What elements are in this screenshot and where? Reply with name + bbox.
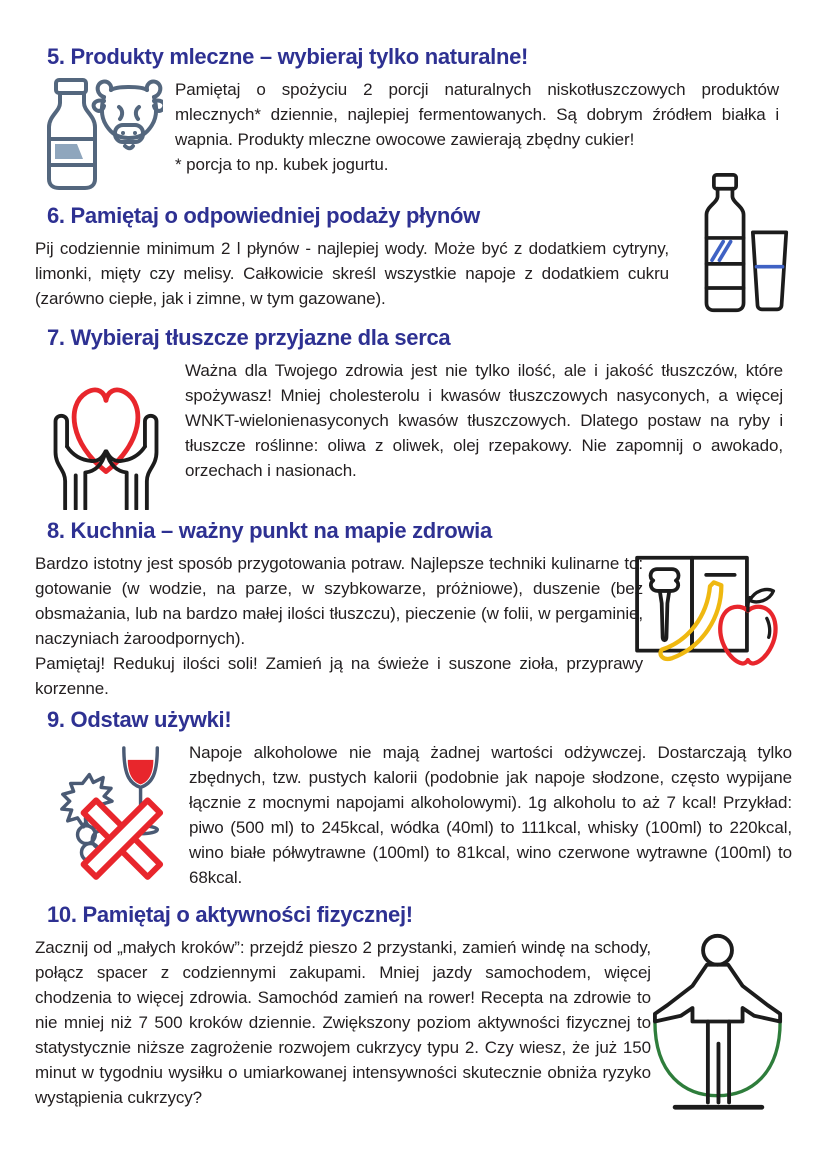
section-8-text: [35, 551, 643, 701]
water-bottle-glass-icon: [686, 173, 790, 314]
section-stimulants: [35, 707, 792, 890]
section-fluids: [35, 203, 792, 311]
footnote: * porcja to np. kubek jogurtu.: [175, 155, 389, 174]
paragraph: Pij codziennie minimum 2 l płynów - najlepiej wody. Może być z dodatkiem cytryny, limonki, mięty czy melisy. Całkowicie skreśl wszystkie napoje z dodatkiem cukru (zarówno ciepłe, jak i zimne, w tym gazowane).: [35, 239, 669, 308]
food-processor-banana-apple-icon: [634, 554, 786, 679]
section-5-body: [41, 77, 792, 191]
section-kitchen: [35, 518, 792, 701]
section-10-text: [35, 935, 651, 1110]
section-5-text: [175, 77, 779, 177]
section-6-text: [35, 236, 669, 311]
jump-rope-person-icon: [648, 930, 788, 1113]
paragraph: Zacznij od „małych kroków”: przejdź pieszo 2 przystanki, zamień windę na schody, połącz spacer z codziennymi zakupami. Mniej jazdy samochodem, więcej chodzenia to więcej zdrowia. Samochód zamień na rower! Recepta na zdrowie to nie mniej niż 7 500 kroków dziennie. Zwiększony poziom aktywności fizycznej to statystycznie niższe zagrożenie rozwojem cukrzycy typu 2. Czy wiesz, że już 150 minut w tygodniu wysiłku o umiarkowanej intensywności skutecznie obniża ryzyko wystąpienia cukrzycy?: [35, 938, 651, 1107]
paragraph: Pamiętaj! Redukuj ilości soli! Zamień ją na świeże i suszone zioła, przyprawy korzenne.: [35, 654, 643, 698]
section-9-body: [49, 740, 792, 890]
section-7-body: [41, 358, 792, 510]
section-8-heading: 8. Kuchnia – ważny punkt na mapie zdrowia: [47, 518, 492, 543]
paragraph: Napoje alkoholowe nie mają żadnej wartości odżywczej. Dostarczają tylko zbędnych, tzw. pustych kalorii (podobnie jak napoje słodzone, często wypijane łącznie z mocnymi napojami alkoholowymi). 1g alkoholu to aż 7 kcal! Przykład: piwo (500 ml) to 245kcal, wódka (40ml) to 111kcal, whisky (100ml) to 220kcal, wino białe półwytrawne (100ml) to 81kcal, wino czerwone wytrawne (100ml) to 68kcal.: [189, 743, 792, 887]
paragraph: Bardzo istotny jest sposób przygotowania potraw. Najlepsze techniki kulinarne to: gotowanie (w wodzie, na parze, w szybkowarze, próżniowe), duszenie (bez obsmażania, lub na bardzo małej ilości tłuszczu), pieczenie (w folii, w pergaminie, naczyniach żaroodpornych).: [35, 554, 643, 648]
milk-bottle-cow-icon: [41, 77, 163, 191]
paragraph: Ważna dla Twojego zdrowia jest nie tylko ilość, ale i jakość tłuszczów, które spożywasz! Mniej cholesterolu i kwasów tłuszczowych nasyconych, a więcej WNKT-wielonienasyconych kwasów tłuszczowych. Dlatego postaw na ryby i tłuszcze roślinne: oliwa z oliwek, olej rzepakowy. Nie zapomnij o awokado, orzechach i nasionach.: [185, 361, 783, 480]
section-activity: [35, 902, 792, 1110]
section-5-heading: 5. Produkty mleczne – wybieraj tylko naturalne!: [47, 44, 529, 69]
heart-in-hands-icon: [41, 358, 171, 510]
no-alcohol-icon: [49, 740, 177, 886]
section-dairy: [35, 44, 792, 191]
section-7-heading: 7. Wybieraj tłuszcze przyjazne dla serca: [47, 325, 451, 350]
section-fats: [35, 325, 792, 510]
paragraph: Pamiętaj o spożyciu 2 porcji naturalnych niskotłuszczowych produktów mlecznych* dziennie, najlepiej fermentowanych. Są dobrym źródłem białka i wapnia. Produkty mleczne owocowe zawierają zbędny cukier!: [175, 80, 779, 149]
section-7-text: [185, 358, 783, 483]
section-6-heading: 6. Pamiętaj o odpowiedniej podaży płynów: [47, 203, 480, 228]
section-10-heading: 10. Pamiętaj o aktywności fizycznej!: [47, 902, 413, 927]
section-9-text: [189, 740, 792, 890]
section-9-heading: 9. Odstaw używki!: [47, 707, 232, 732]
